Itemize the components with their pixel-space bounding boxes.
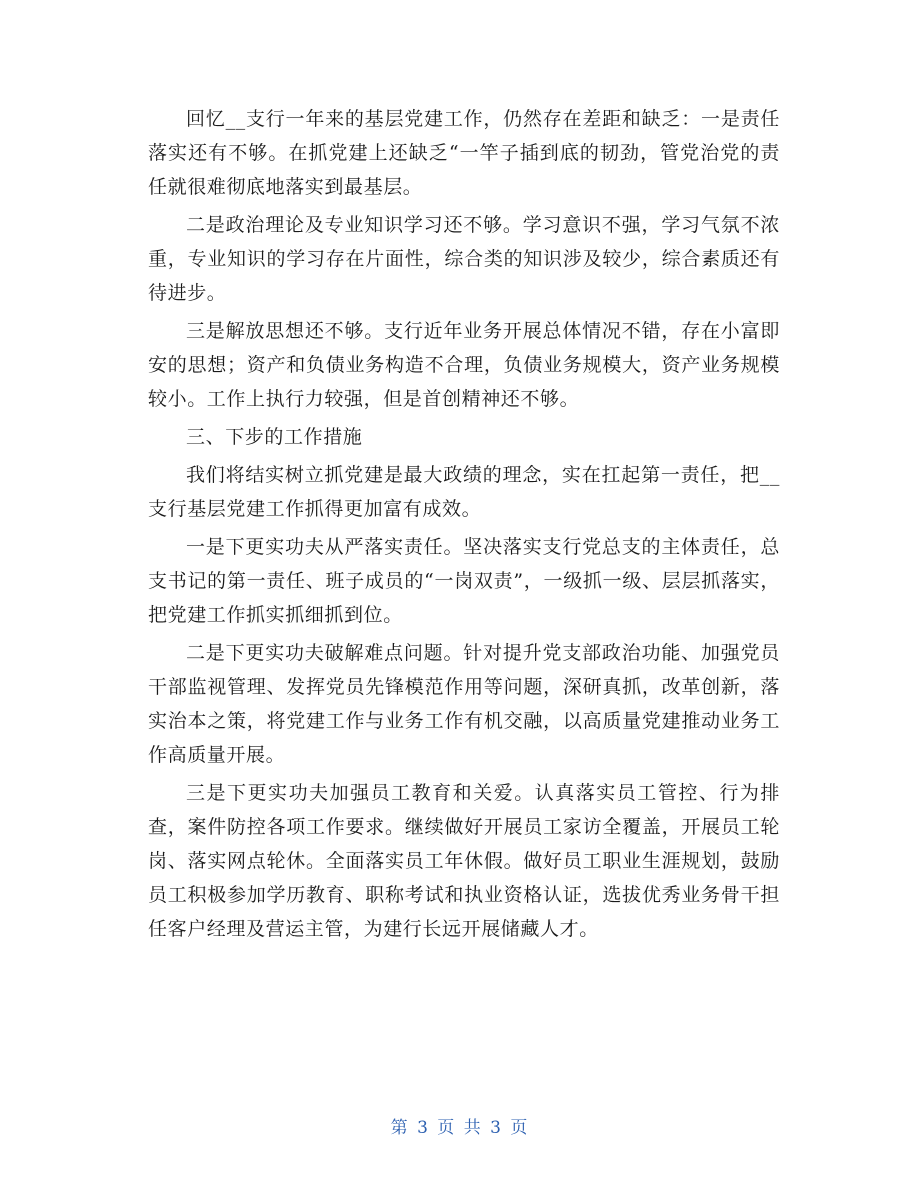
document-body bbox=[148, 102, 780, 950]
paragraph-next-steps-intro: 我们将结实树立抓党建是最大政绩的理念，实在扛起第一责任，把__支行基层党建工作抓得更加富有成效。 bbox=[148, 464, 780, 520]
page-number-footer: 第 3 页 共 3 页 bbox=[390, 1118, 530, 1138]
paragraph-measure-responsibility: 一是下更实功夫从严落实责任。坚决落实支行党总支的主体责任，总支书记的第一责任、班子成员的“一岗双责”，一级抓一级、层层抓落实，把党建工作抓实抓细抓到位。 bbox=[148, 536, 780, 626]
paragraph-responsibility-gap: 回忆__支行一年来的基层党建工作，仍然存在差距和缺乏：一是责任落实还有不够。在抓党建上还缺乏“一竿子插到底的韧劲，管党治党的责任就很难彻底地落实到最基层。 bbox=[148, 108, 780, 198]
section-heading-next-steps: 三、下步的工作措施 bbox=[186, 426, 363, 448]
paragraph-study-gap: 二是政治理论及专业知识学习还不够。学习意识不强，学习气氛不浓重，专业知识的学习存在片面性，综合类的知识涉及较少，综合素质还有待进步。 bbox=[148, 214, 780, 304]
paragraph-measure-staff-care: 三是下更实功夫加强员工教育和关爱。认真落实员工管控、行为排查，案件防控各项工作要求。继续做好开展员工家访全覆盖，开展员工轮岗、落实网点轮休。全面落实员工年休假。做好员工职业生涯规划，鼓励员工积极参加学历教育、职称考试和执业资格认证，选拔优秀业务骨干担任客户经理及营运主管，为建行长远开展储藏人才。 bbox=[148, 782, 780, 940]
paragraph-measure-difficulties: 二是下更实功夫破解难点问题。针对提升党支部政治功能、加强党员干部监视管理、发挥党员先锋模范作用等问题，深研真抓，改革创新，落实治本之策，将党建工作与业务工作有机交融，以高质量党建推动业务工作高质量开展。 bbox=[148, 642, 780, 766]
paragraph-mindset-gap: 三是解放思想还不够。支行近年业务开展总体情况不错，存在小富即安的思想；资产和负债业务构造不合理，负债业务规模大，资产业务规模较小。工作上执行力较强，但是首创精神还不够。 bbox=[148, 320, 780, 410]
